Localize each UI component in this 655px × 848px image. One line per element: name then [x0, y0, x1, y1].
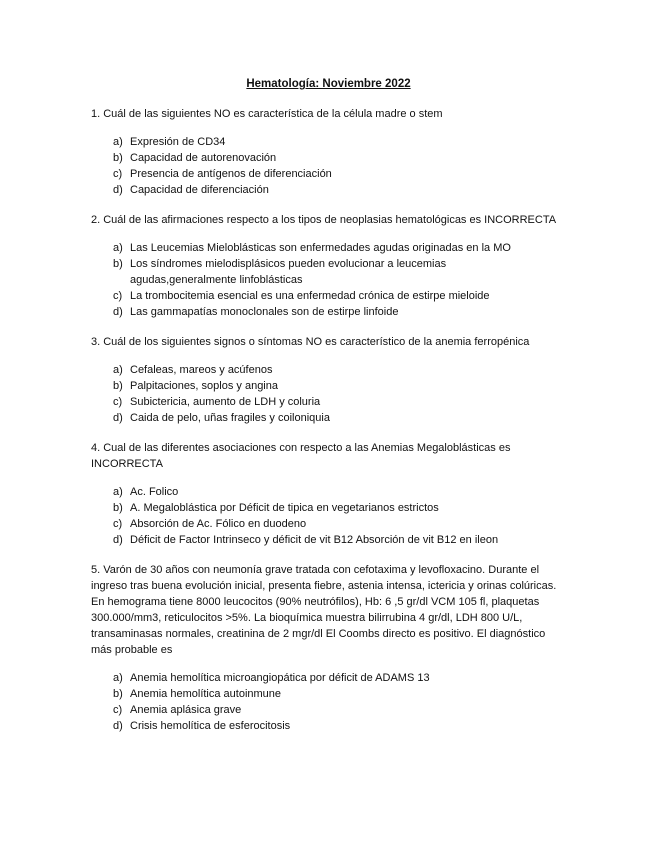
option-text: A. Megaloblástica por Déficit de tipica en vegetarianos estrictos: [130, 502, 439, 514]
option-letter: d): [113, 306, 123, 318]
option-text: Anemia hemolítica autoinmune: [130, 688, 282, 700]
option-letter: d): [113, 720, 123, 732]
option-letter: c): [113, 704, 123, 716]
question-text: 4. Cual de las diferentes asociaciones con respecto a las Anemias Megaloblásticas es INCORRECTA: [91, 442, 511, 470]
question-1: [91, 106, 566, 198]
option-letter: b): [113, 688, 123, 700]
option-letter: a): [113, 364, 123, 376]
option-b: [113, 686, 566, 702]
option-list: [91, 362, 566, 426]
option-letter: a): [113, 136, 123, 148]
option-a: [113, 670, 566, 686]
option-text: Caida de pelo, uñas fragiles y coiloniquia: [130, 412, 330, 424]
option-text: Absorción de Ac. Fólico en duodeno: [130, 518, 307, 530]
question-text: 5. Varón de 30 años con neumonía grave tratada con cefotaxima y levofloxacino. Durante el ingreso tras buena evolución inicial, presenta fiebre, astenia intensa, ictericia y orinas colúricas. En hemograma tiene 8000 leucocitos (90% neutrófilos), Hb: 6 ,5 gr/dl VCM 105 fl, plaquetas 300.000/mm3, reticulocitos >5%. La bioquímica muestra bilirrubina 4 gr/dl, LDH 800 U/L, transaminasas normales, creatinina de 2 mgr/dl El Coombs directo es positivo. El diagnóstico más probable es: [91, 564, 557, 656]
option-letter: c): [113, 518, 123, 530]
option-text: Déficit de Factor Intrinseco y déficit de vit B12 Absorción de vit B12 en ileon: [130, 534, 499, 546]
option-d: [113, 410, 566, 426]
option-letter: b): [113, 502, 123, 514]
option-text: Cefaleas, mareos y acúfenos: [130, 364, 273, 376]
option-letter: c): [113, 396, 123, 408]
option-list: [91, 670, 566, 734]
option-letter: d): [113, 534, 123, 546]
option-text: Los síndromes mielodisplásicos pueden evolucionar a leucemias agudas,generalmente linfoblásticas: [130, 258, 447, 286]
option-c: [113, 166, 566, 182]
option-b: [113, 378, 566, 394]
option-text: Subictericia, aumento de LDH y coluria: [130, 396, 321, 408]
option-d: [113, 182, 566, 198]
option-b: [113, 500, 566, 516]
option-text: Capacidad de diferenciación: [130, 184, 269, 196]
option-letter: a): [113, 672, 123, 684]
question-text: 3. Cuál de los siguientes signos o síntomas NO es característico de la anemia ferropénica: [91, 336, 530, 348]
option-text: Las gammapatías monoclonales son de estirpe linfoide: [130, 306, 399, 318]
option-a: [113, 484, 566, 500]
option-text: Capacidad de autorenovación: [130, 152, 277, 164]
option-list: [91, 134, 566, 198]
option-c: [113, 288, 566, 304]
option-a: [113, 134, 566, 150]
option-letter: c): [113, 290, 123, 302]
document-title: Hematología: Noviembre 2022: [246, 78, 411, 90]
option-letter: d): [113, 184, 123, 196]
question-5: [91, 562, 566, 734]
option-text: La trombocitemia esencial es una enfermedad crónica de estirpe mieloide: [130, 290, 490, 302]
option-text: Presencia de antígenos de diferenciación: [130, 168, 332, 180]
option-d: [113, 718, 566, 734]
question-2: [91, 212, 566, 320]
option-list: [91, 240, 566, 320]
option-letter: c): [113, 168, 123, 180]
option-letter: a): [113, 242, 123, 254]
option-text: Expresión de CD34: [130, 136, 226, 148]
option-letter: d): [113, 412, 123, 424]
option-text: Ac. Folico: [130, 486, 179, 498]
option-text: Las Leucemias Mieloblásticas son enfermedades agudas originadas en la MO: [130, 242, 511, 254]
question-text: 1. Cuál de las siguientes NO es característica de la célula madre o stem: [91, 108, 443, 120]
question-text: 2. Cuál de las afirmaciones respecto a los tipos de neoplasias hematológicas es INCORRECTA: [91, 214, 557, 226]
option-text: Palpitaciones, soplos y angina: [130, 380, 278, 392]
option-text: Anemia hemolítica microangiopática por déficit de ADAMS 13: [130, 672, 430, 684]
option-letter: b): [113, 152, 123, 164]
option-letter: b): [113, 380, 123, 392]
option-a: [113, 362, 566, 378]
question-4: [91, 440, 566, 548]
option-c: [113, 702, 566, 718]
option-letter: b): [113, 258, 123, 270]
option-c: [113, 516, 566, 532]
document-page: [91, 76, 566, 748]
option-d: [113, 532, 566, 548]
option-letter: a): [113, 486, 123, 498]
option-b: [113, 256, 566, 288]
question-3: [91, 334, 566, 426]
option-text: Crisis hemolítica de esferocitosis: [130, 720, 291, 732]
option-a: [113, 240, 566, 256]
option-list: [91, 484, 566, 548]
option-c: [113, 394, 566, 410]
option-text: Anemia aplásica grave: [130, 704, 242, 716]
option-d: [113, 304, 566, 320]
option-b: [113, 150, 566, 166]
